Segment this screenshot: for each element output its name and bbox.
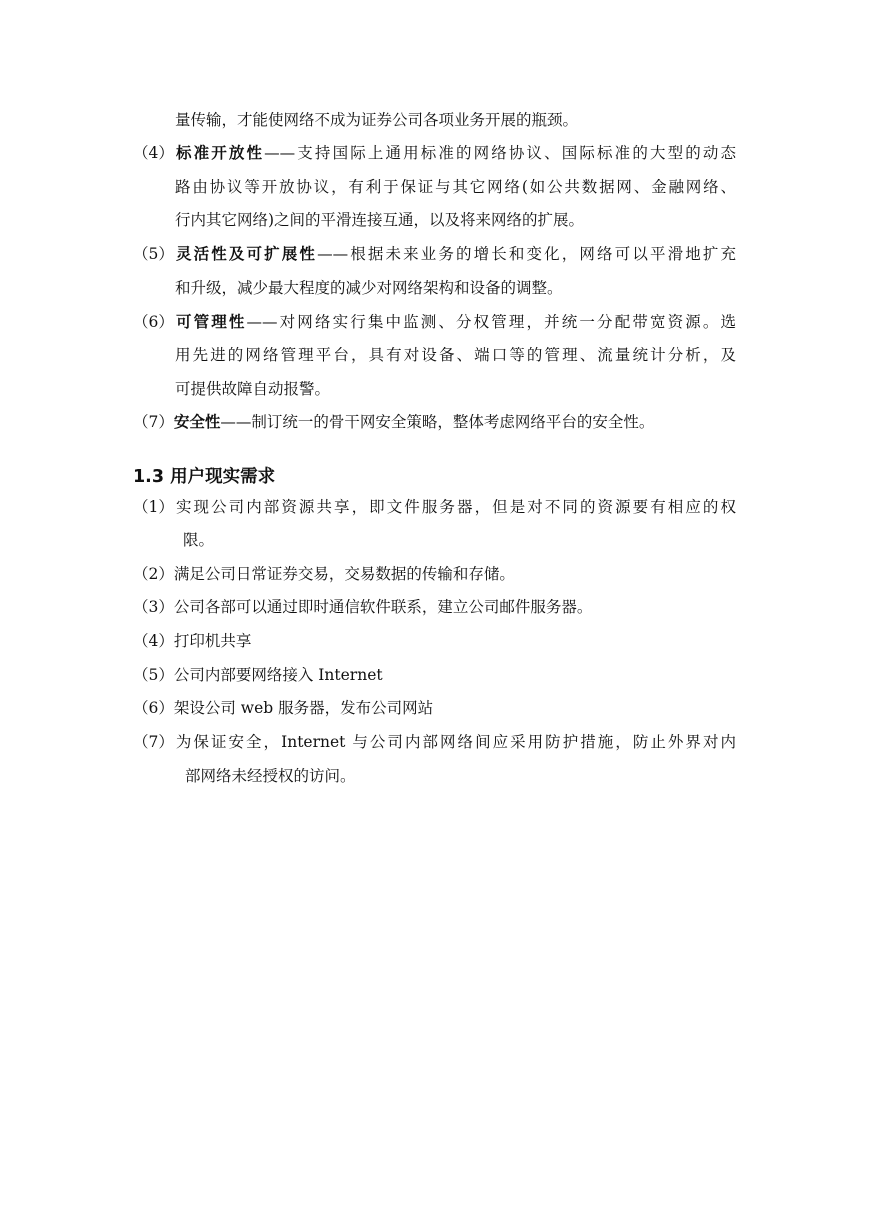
- requirement-item-2-text: 满足公司日常证券交易，交易数据的传输和存储。: [173, 565, 515, 583]
- principle-item-6-text: ——对网络实行集中监测、分权管理，并统一分配带宽资源。选: [246, 313, 736, 331]
- requirement-item-6: [133, 698, 433, 718]
- requirement-item-4-text: 打印机共享: [173, 632, 252, 650]
- principle-item-4-text: ——支持国际上通用标准的网络协议、国际标准的大型的动态: [264, 144, 736, 162]
- requirement-item-7-line-2: 部网络未经授权的访问。: [185, 767, 356, 785]
- principle-item-6-line-2: 用先进的网络管理平台，具有对设备、端口等的管理、流量统计分析，及: [175, 346, 736, 364]
- principle-item-6-term: 可管理性: [173, 313, 247, 331]
- requirement-item-6-number: （6）: [133, 699, 174, 717]
- requirement-item-3: [133, 597, 592, 617]
- requirement-item-1-line-2: 限。: [183, 531, 215, 549]
- requirement-item-5: [133, 665, 383, 685]
- principle-item-4-line-3: 行内其它网络)之间的平滑连接互通，以及将来网络的扩展。: [175, 211, 585, 229]
- principle-item-7-number: （7）: [133, 413, 174, 431]
- principle-item-5-number: （5）: [133, 245, 174, 263]
- principle-item-7-term: 安全性: [173, 413, 221, 431]
- requirement-item-7-text: 为保证安全，Internet 与公司内部网络间应采用防护措施，防止外界对内: [173, 733, 736, 751]
- principle-item-4-line-1: [133, 143, 736, 163]
- requirement-item-5-number: （5）: [133, 666, 174, 684]
- principle-item-5-line-1: [133, 244, 736, 264]
- principle-item-7-line-1: [133, 412, 654, 432]
- principle-item-5-text: ——根据未来业务的增长和变化，网络可以平滑地扩充: [317, 245, 736, 263]
- requirement-item-1-number: （1）: [133, 498, 174, 516]
- requirement-item-1-line-1: [133, 497, 736, 517]
- requirement-item-2: [133, 564, 515, 584]
- principle-item-6-line-1: [133, 312, 736, 332]
- requirement-item-7-line-1: [133, 732, 736, 752]
- principle-item-5-term: 灵活性及可扩展性: [173, 245, 318, 263]
- principle-item-6-line-3: 可提供故障自动报警。: [175, 380, 331, 398]
- requirement-item-7-number: （7）: [133, 733, 174, 751]
- requirement-item-1-text: 实现公司内部资源共享，即文件服务器，但是对不同的资源要有相应的权: [173, 498, 736, 516]
- requirement-item-3-text: 公司各部可以通过即时通信软件联系，建立公司邮件服务器。: [173, 598, 593, 616]
- intro-tail-text: 量传输，才能使网络不成为证券公司各项业务开展的瓶颈。: [175, 111, 579, 129]
- requirement-item-6-text: 架设公司 web 服务器，发布公司网站: [173, 699, 434, 717]
- principle-item-4-term: 标准开放性: [173, 144, 265, 162]
- principle-item-5-line-2: 和升级，减少最大程度的减少对网络架构和设备的调整。: [175, 279, 563, 297]
- requirement-item-2-number: （2）: [133, 565, 174, 583]
- principle-item-6-number: （6）: [133, 313, 174, 331]
- principle-item-7-text: ——制订统一的骨干网安全策略，整体考虑网络平台的安全性。: [220, 413, 655, 431]
- requirement-item-4-number: （4）: [133, 632, 174, 650]
- principle-item-4-number: （4）: [133, 144, 174, 162]
- requirement-item-4: [133, 631, 251, 651]
- principle-item-4-line-2: 路由协议等开放协议，有利于保证与其它网络(如公共数据网、金融网络、: [175, 178, 736, 196]
- requirement-item-3-number: （3）: [133, 598, 174, 616]
- requirement-item-5-text: 公司内部要网络接入 Internet: [173, 666, 383, 684]
- section-heading: 1.3 用户现实需求: [133, 467, 276, 487]
